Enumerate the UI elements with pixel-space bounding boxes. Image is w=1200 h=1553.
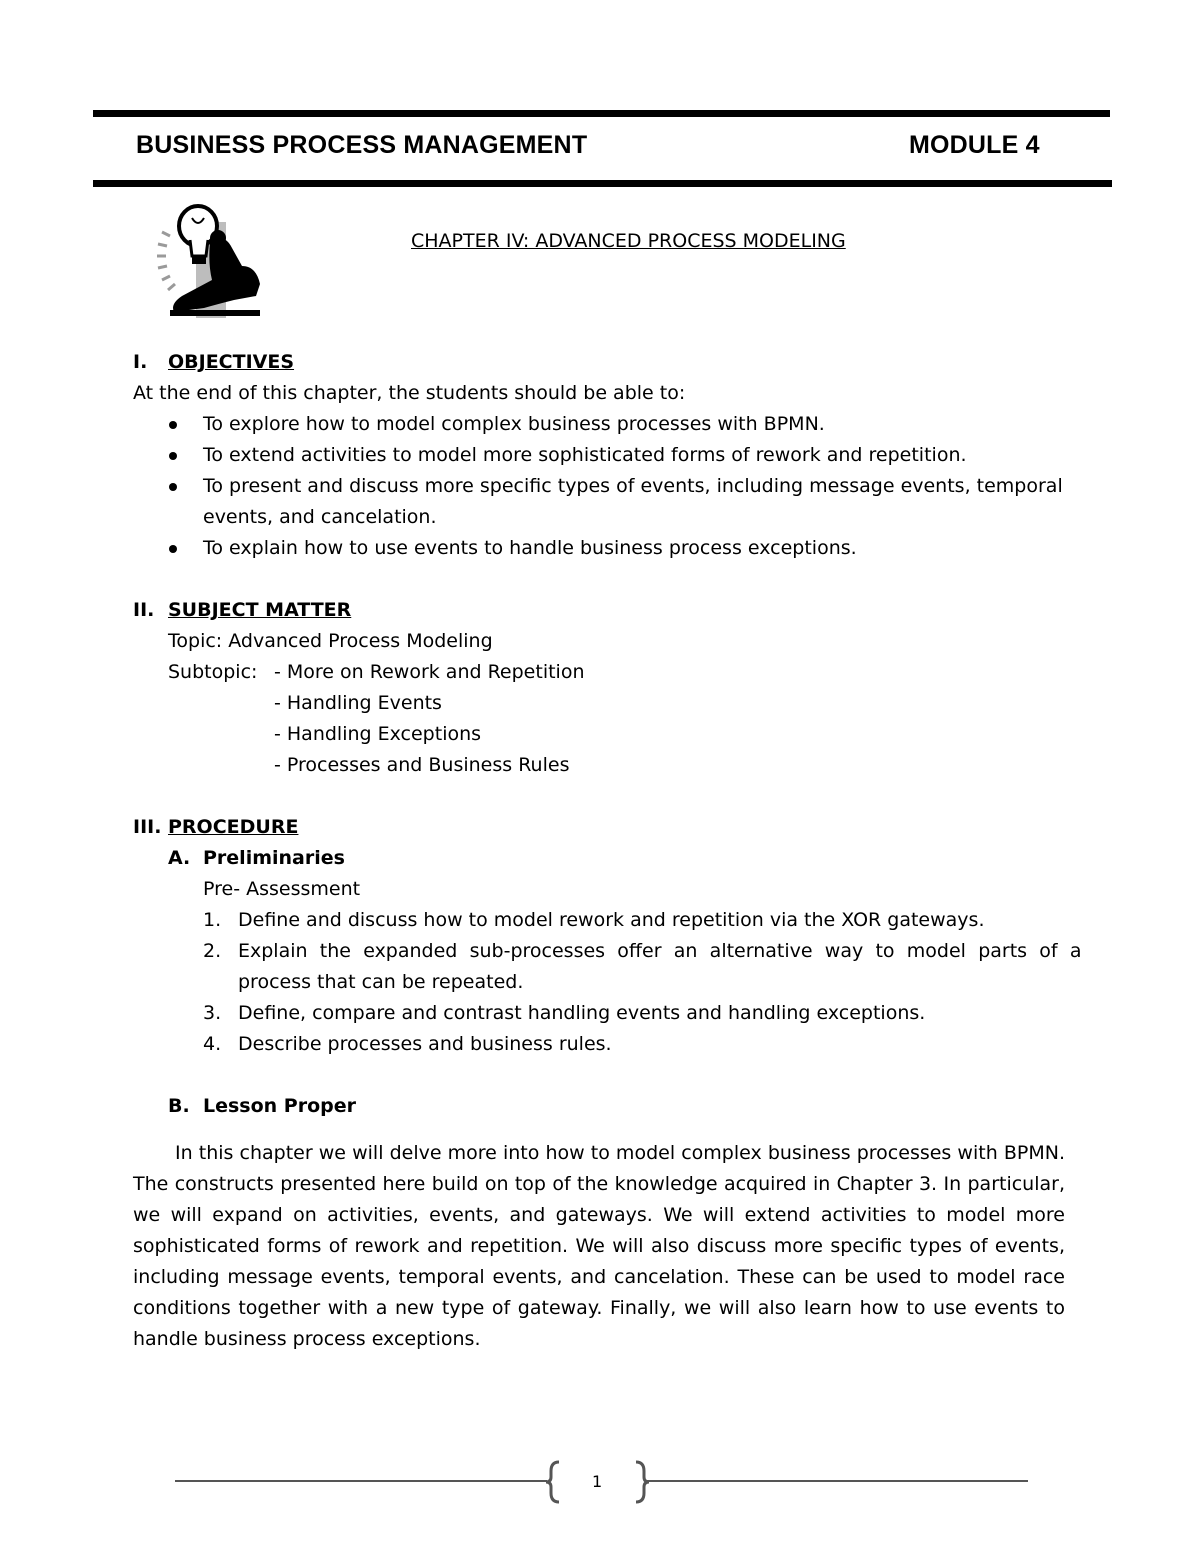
procedure-heading: PROCEDURE [168,816,299,838]
assessment-item: Define, compare and contrast handling events and handling exceptions. [238,1002,926,1024]
assessment-item: Explain the expanded sub-processes offer an alternative way to model parts of a [238,940,1082,962]
objectives-numeral: I. [133,351,148,373]
subtopic-item: - Handling Events [274,692,442,714]
footer-right-bracket [632,1459,652,1509]
subtopic-item: - More on Rework and Repetition [274,661,585,683]
objective-item-continued: events, and cancelation. [203,506,437,528]
subtopic-item: - Handling Exceptions [274,723,482,745]
lesson-letter: B. [168,1095,190,1117]
bullet-icon [169,483,177,491]
lesson-paragraph: In this chapter we will delve more into how to model complex business processes with BPMN. The constructs presented here build on top of the knowledge acquired in Chapter 3. In particular, we will expand on activities, events, and gateways. We will extend activities to model more sophisticated forms of rework and repetition. We will also discuss more specific types of events, including message events, temporal events, and cancelation. These can be used to model race conditions together with a new type of gateway. Finally, we will also learn how to use events to handle business process exceptions. [133,1142,1065,1350]
subject-heading: SUBJECT MATTER [168,599,352,621]
header-module: MODULE 4 [909,131,1040,159]
footer-left-bracket [543,1459,563,1509]
objectives-intro: At the end of this chapter, the students should be able to: [133,382,686,404]
footer-right-rule [646,1480,1028,1482]
objective-item: To present and discuss more specific types of events, including message events, temporal [203,475,1063,497]
objective-item: To explore how to model complex business processes with BPMN. [203,413,825,435]
preliminaries-letter: A. [168,847,191,869]
pre-assessment-label: Pre- Assessment [203,878,361,900]
header-top-rule [93,110,1110,117]
assessment-number: 4. [203,1033,222,1055]
chapter-title: CHAPTER IV: ADVANCED PROCESS MODELING [411,230,846,252]
subtopic-item: - Processes and Business Rules [274,754,570,776]
footer-left-rule [175,1480,547,1482]
bullet-icon [169,545,177,553]
objectives-heading: OBJECTIVES [168,351,295,373]
subject-numeral: II. [133,599,155,621]
assessment-item-continued: process that can be repeated. [238,971,524,993]
lightbulb-thinker-icon [152,204,270,320]
procedure-numeral: III. [133,816,162,838]
subject-topic: Topic: Advanced Process Modeling [168,630,493,652]
objective-item: To explain how to use events to handle business process exceptions. [203,537,857,559]
bullet-icon [169,452,177,460]
assessment-item: Define and discuss how to model rework and repetition via the XOR gateways. [238,909,985,931]
preliminaries-heading: Preliminaries [203,847,345,869]
assessment-number: 1. [203,909,222,931]
assessment-item: Describe processes and business rules. [238,1033,612,1055]
assessment-number: 3. [203,1002,222,1024]
header-title: BUSINESS PROCESS MANAGEMENT [136,131,588,159]
lesson-heading: Lesson Proper [203,1095,357,1117]
header-bottom-rule [93,180,1112,187]
assessment-number: 2. [203,940,222,962]
bullet-icon [169,421,177,429]
page-number: 1 [592,1472,603,1491]
subtopic-label: Subtopic: [168,661,258,683]
objective-item: To extend activities to model more sophisticated forms of rework and repetition. [203,444,967,466]
